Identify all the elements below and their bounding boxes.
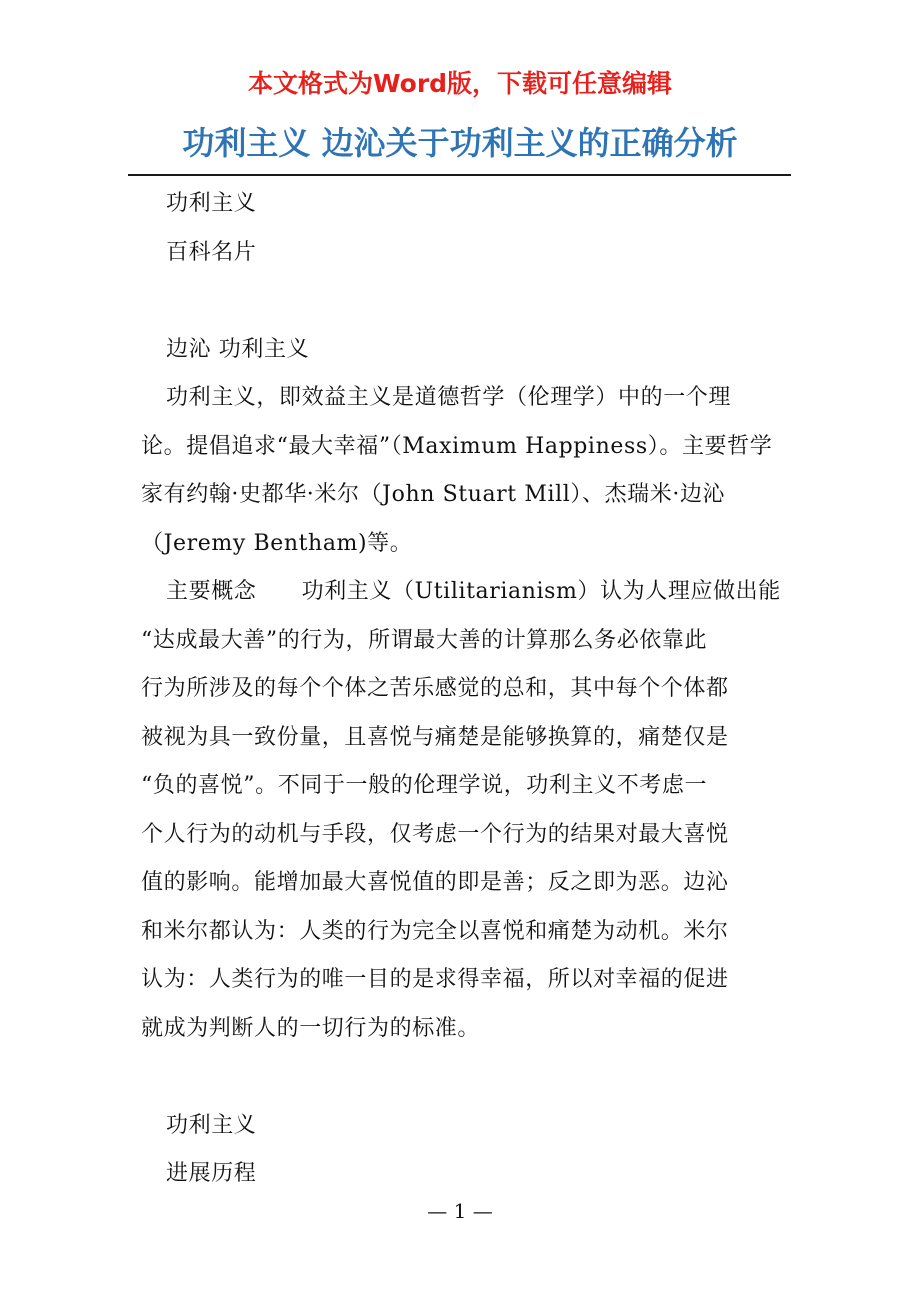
heading-utilitarianism: 功利主义: [166, 1112, 257, 1138]
paragraph-line: 认为：人类行为的唯一目的是求得幸福，所以对幸福的促进: [141, 967, 729, 992]
paragraph-line: 被视为具一致份量，且喜悦与痛楚是能够换算的，痛楚仅是: [141, 724, 729, 750]
paragraph-line: 家有约翰·史都华·米尔（John Stuart Mill）、杰瑞米·边沁: [141, 482, 726, 507]
paragraph-line: 论。提倡追求“最大幸福”（Maximum Happiness）。主要哲学: [141, 433, 773, 459]
paragraph-line: 主要概念 功利主义（Utilitarianism）认为人理应做出能: [166, 579, 781, 604]
page-number: — 1 —: [427, 1199, 493, 1223]
heading-utilitarianism: 功利主义: [166, 191, 257, 216]
caption-bentham: 边沁 功利主义: [166, 336, 310, 362]
paragraph-line: 和米尔都认为：人类的行为完全以喜悦和痛楚为动机。米尔: [141, 918, 729, 944]
document-title: 功利主义 边沁关于功利主义的正确分析: [182, 124, 738, 162]
paragraph-line: （Jeremy Bentham)等。: [141, 530, 413, 556]
heading-encyclopedia-card: 百科名片: [166, 239, 257, 265]
document-body: [141, 180, 781, 1199]
paragraph-line: 值的影响。能增加最大喜悦值的即是善；反之即为恶。边沁: [141, 870, 729, 895]
blank-line: [141, 1053, 781, 1102]
paragraph-line: 行为所涉及的每个个体之苦乐感觉的总和，其中每个个体都: [141, 676, 729, 701]
paragraph-line: “达成最大善”的行为，所谓最大善的计算那么务必依靠此: [141, 627, 708, 653]
blank-line: [141, 277, 781, 326]
title-divider: [128, 174, 791, 176]
paragraph-line: 个人行为的动机与手段，仅考虑一个行为的结果对最大喜悦: [141, 821, 729, 847]
heading-history: 进展历程: [166, 1161, 257, 1186]
paragraph-line: 功利主义，即效益主义是道德哲学（伦理学）中的一个理: [166, 385, 732, 410]
paragraph-line: “负的喜悦”。不同于一般的伦理学说，功利主义不考虑一: [141, 773, 708, 798]
download-banner: 本文格式为Word版，下载可任意编辑: [247, 69, 673, 98]
paragraph-line: 就成为判断人的一切行为的标准。: [141, 1015, 481, 1041]
